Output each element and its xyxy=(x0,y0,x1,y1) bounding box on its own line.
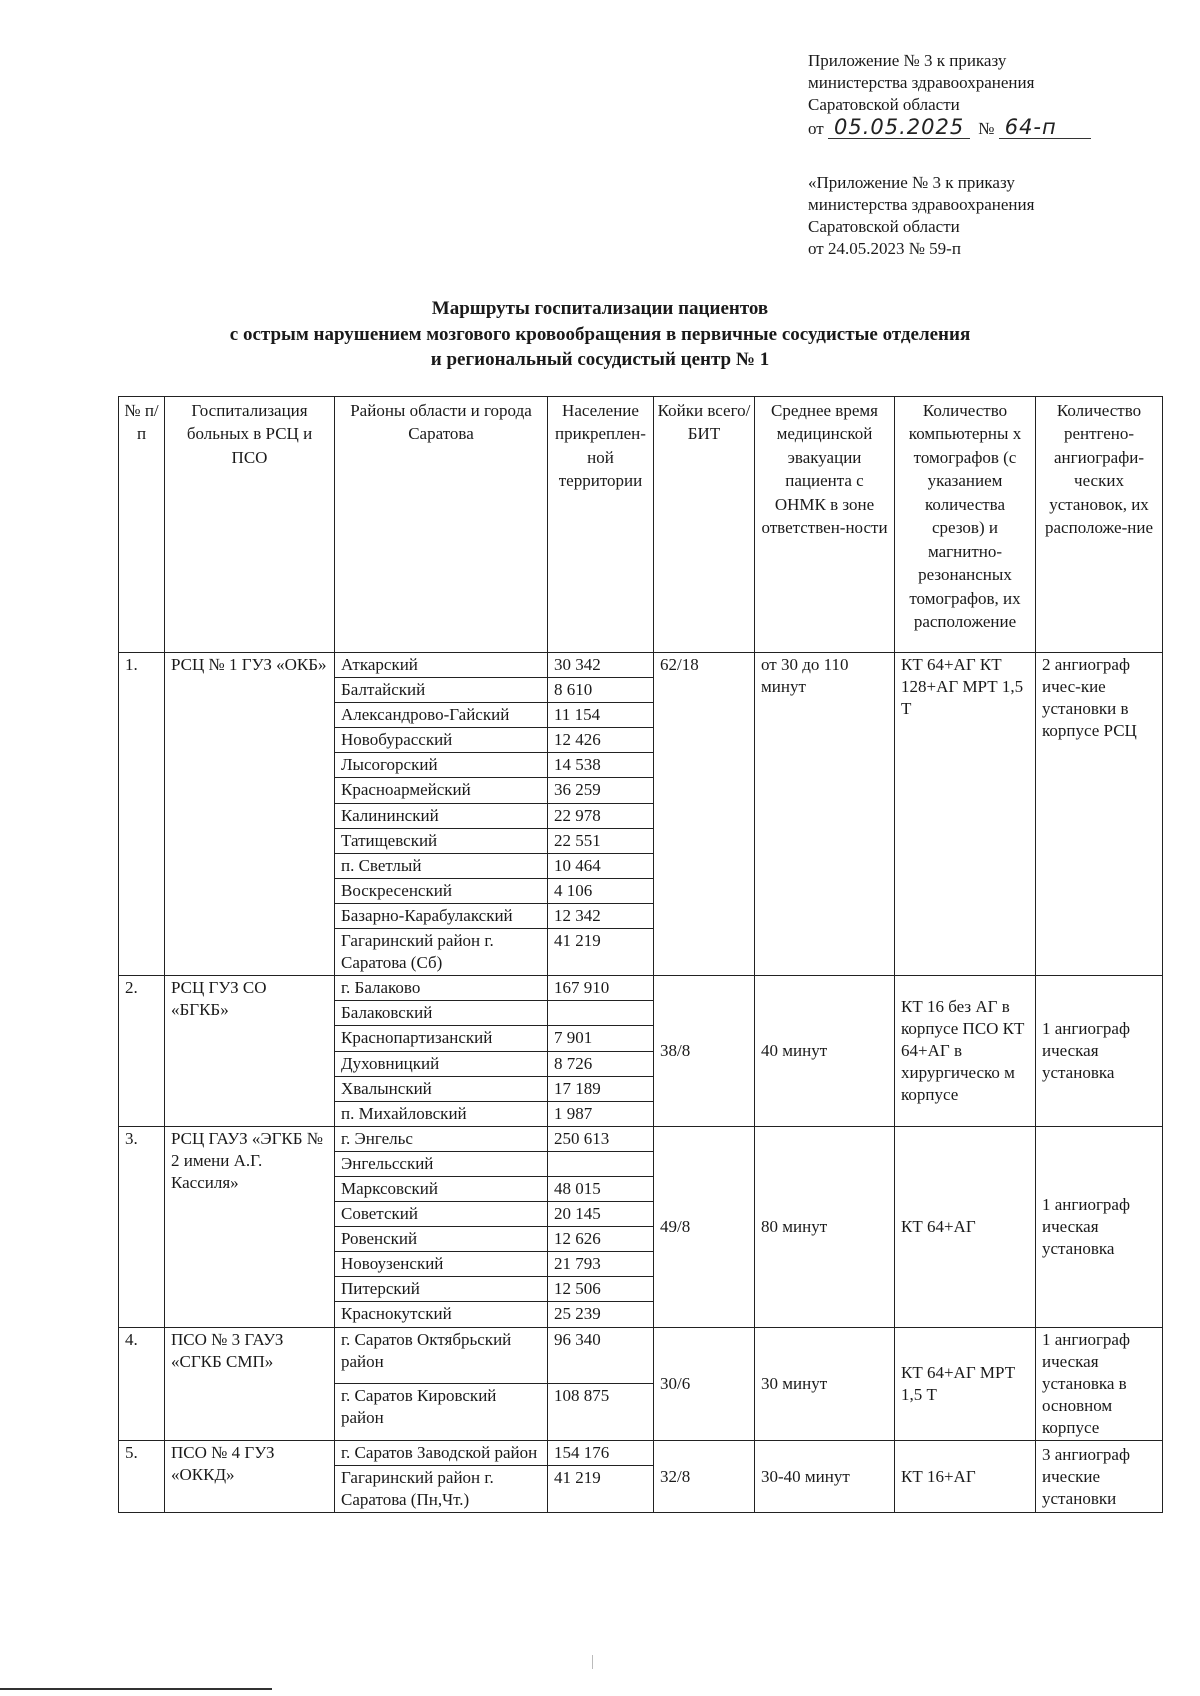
col-header-angiography: Количество рентгено-ангиографи-ческих установок, их расположе-ние xyxy=(1036,397,1163,653)
evacuation-time: от 30 до 110 минут xyxy=(755,653,895,976)
handwritten-date: 05.05.2025 xyxy=(828,116,970,139)
number-label: № xyxy=(978,119,995,139)
population-value: 10 464 xyxy=(548,853,654,878)
population-value: 41 219 xyxy=(548,1466,654,1513)
evacuation-time: 80 минут xyxy=(755,1126,895,1327)
population-value: 14 538 xyxy=(548,753,654,778)
prev-header-line-2: министерства здравоохранения xyxy=(808,195,1035,215)
district-name: п. Светлый xyxy=(335,853,548,878)
population-value: 12 426 xyxy=(548,728,654,753)
district-name: Хвалынский xyxy=(335,1076,548,1101)
col-header-evacuation-time: Среднее время медицинской эвакуации пациента с ОНМК в зоне ответствен-ности xyxy=(755,397,895,653)
district-name: Духовницкий xyxy=(335,1051,548,1076)
document-title xyxy=(100,296,1100,373)
title-line-1: Маршруты госпитализации пациентов xyxy=(431,298,769,319)
population-value: 25 239 xyxy=(548,1302,654,1327)
beds-value: 62/18 xyxy=(654,653,755,976)
evacuation-time: 30 минут xyxy=(755,1327,895,1440)
prev-header-line-3: Саратовской области xyxy=(808,217,960,237)
row-number: 5. xyxy=(119,1441,165,1513)
population-value: 11 154 xyxy=(548,703,654,728)
population-value: 12 506 xyxy=(548,1277,654,1302)
population-value: 20 145 xyxy=(548,1202,654,1227)
beds-value: 32/8 xyxy=(654,1441,755,1513)
angiography-info: 1 ангиограф ическая установка в основном корпусе xyxy=(1036,1327,1163,1440)
district-name: г. Саратов Октябрьский район xyxy=(335,1327,548,1384)
prev-header-line-4: от 24.05.2023 № 59-п xyxy=(808,239,961,259)
district-name: Питерский xyxy=(335,1277,548,1302)
tomographs-info: КТ 64+АГ МРТ 1,5 Т xyxy=(895,1327,1036,1440)
header-line-1: Приложение № 3 к приказу xyxy=(808,51,1007,70)
district-name: г. Саратов Кировский район xyxy=(335,1384,548,1441)
district-name: п. Михайловский xyxy=(335,1101,548,1126)
district-name: Аткарский xyxy=(335,653,548,678)
table-row xyxy=(119,1126,1163,1151)
hospitalization-routes-table xyxy=(118,396,1163,1513)
table-body xyxy=(119,653,1163,1513)
tomographs-info: КТ 64+АГ КТ 128+АГ МРТ 1,5 Т xyxy=(895,653,1036,976)
district-name: Балаковский xyxy=(335,1001,548,1026)
population-value: 17 189 xyxy=(548,1076,654,1101)
row-number: 3. xyxy=(119,1126,165,1327)
district-name: Новоузенский xyxy=(335,1252,548,1277)
evacuation-time: 40 минут xyxy=(755,976,895,1127)
tomographs-info: КТ 16 без АГ в корпусе ПСО КТ 64+АГ в хирургическо м корпусе xyxy=(895,976,1036,1127)
col-header-tomographs: Количество компьютерны х томографов (с указанием количества срезов) и магнитно-резонансных томографов, их расположение xyxy=(895,397,1036,653)
col-header-population: Население прикреплен-ной территории xyxy=(548,397,654,653)
population-value xyxy=(548,1151,654,1176)
table-row xyxy=(119,976,1163,1001)
population-value: 250 613 xyxy=(548,1126,654,1151)
beds-value: 30/6 xyxy=(654,1327,755,1440)
district-name: Балтайский xyxy=(335,678,548,703)
population-value: 36 259 xyxy=(548,778,654,803)
population-value: 48 015 xyxy=(548,1176,654,1201)
population-value: 22 978 xyxy=(548,803,654,828)
table-row xyxy=(119,1441,1163,1466)
district-name: Александрово-Гайский xyxy=(335,703,548,728)
district-name: г. Балаково xyxy=(335,976,548,1001)
population-value: 30 342 xyxy=(548,653,654,678)
hospital-name: ПСО № 4 ГУЗ «ОККД» xyxy=(165,1441,335,1513)
district-name: Гагаринский район г. Саратова (Сб) xyxy=(335,929,548,976)
tomographs-info: КТ 64+АГ xyxy=(895,1126,1036,1327)
population-value: 154 176 xyxy=(548,1441,654,1466)
prev-header-line-1: «Приложение № 3 к приказу xyxy=(808,173,1015,192)
angiography-info: 1 ангиограф ическая установка xyxy=(1036,1126,1163,1327)
header-line-3: Саратовской области xyxy=(808,95,960,115)
district-name: Гагаринский район г. Саратова (Пн,Чт.) xyxy=(335,1466,548,1513)
population-value: 7 901 xyxy=(548,1026,654,1051)
col-header-hospital: Госпитализация больных в РСЦ и ПСО xyxy=(165,397,335,653)
district-name: Советский xyxy=(335,1202,548,1227)
handwritten-number: 64-п xyxy=(999,116,1091,139)
population-value: 108 875 xyxy=(548,1384,654,1441)
district-name: Краснокутский xyxy=(335,1302,548,1327)
district-name: Энгельсский xyxy=(335,1151,548,1176)
population-value: 4 106 xyxy=(548,878,654,903)
district-name: Лысогорский xyxy=(335,753,548,778)
header-date-line xyxy=(808,116,1168,140)
row-number: 2. xyxy=(119,976,165,1127)
population-value: 12 342 xyxy=(548,903,654,928)
angiography-info: 2 ангиограф ичес-кие установки в корпусе РСЦ xyxy=(1036,653,1163,976)
district-name: Татищевский xyxy=(335,828,548,853)
hospital-name: РСЦ ГАУЗ «ЭГКБ № 2 имени А.Г. Кассиля» xyxy=(165,1126,335,1327)
footer-divider xyxy=(0,1688,272,1690)
district-name: Калининский xyxy=(335,803,548,828)
col-header-number: № п/п xyxy=(119,397,165,653)
district-name: Марксовский xyxy=(335,1176,548,1201)
previous-order-reference xyxy=(808,172,1168,260)
district-name: г. Саратов Заводской район xyxy=(335,1441,548,1466)
table-row xyxy=(119,1327,1163,1384)
beds-value: 38/8 xyxy=(654,976,755,1127)
population-value xyxy=(548,1001,654,1026)
page-mark xyxy=(592,1655,593,1669)
table-header-row xyxy=(119,397,1163,653)
population-value: 22 551 xyxy=(548,828,654,853)
table-row xyxy=(119,653,1163,678)
district-name: Базарно-Карабулакский xyxy=(335,903,548,928)
district-name: Краснопартизанский xyxy=(335,1026,548,1051)
col-header-districts: Районы области и города Саратова xyxy=(335,397,548,653)
from-label: от xyxy=(808,119,824,139)
title-line-3: и региональный сосудистый центр № 1 xyxy=(430,349,770,371)
hospital-name: РСЦ ГУЗ СО «БГКБ» xyxy=(165,976,335,1127)
order-reference xyxy=(808,50,1168,140)
tomographs-info: КТ 16+АГ xyxy=(895,1441,1036,1513)
population-value: 12 626 xyxy=(548,1227,654,1252)
col-header-beds: Койки всего/ БИТ xyxy=(654,397,755,653)
population-value: 167 910 xyxy=(548,976,654,1001)
population-value: 8 610 xyxy=(548,678,654,703)
district-name: Воскресенский xyxy=(335,878,548,903)
population-value: 21 793 xyxy=(548,1252,654,1277)
population-value: 1 987 xyxy=(548,1101,654,1126)
population-value: 96 340 xyxy=(548,1327,654,1384)
evacuation-time: 30-40 минут xyxy=(755,1441,895,1513)
angiography-info: 3 ангиограф ические установки xyxy=(1036,1441,1163,1513)
header-line-2: министерства здравоохранения xyxy=(808,73,1035,93)
population-value: 8 726 xyxy=(548,1051,654,1076)
title-line-2: с острым нарушением мозгового кровообращения в первичные сосудистые отделения xyxy=(229,323,971,345)
district-name: Новобурасский xyxy=(335,728,548,753)
row-number: 1. xyxy=(119,653,165,976)
district-name: г. Энгельс xyxy=(335,1126,548,1151)
angiography-info: 1 ангиограф ическая установка xyxy=(1036,976,1163,1127)
row-number: 4. xyxy=(119,1327,165,1440)
population-value: 41 219 xyxy=(548,929,654,976)
hospital-name: ПСО № 3 ГАУЗ «СГКБ СМП» xyxy=(165,1327,335,1440)
beds-value: 49/8 xyxy=(654,1126,755,1327)
hospital-name: РСЦ № 1 ГУЗ «ОКБ» xyxy=(165,653,335,976)
district-name: Красноармейский xyxy=(335,778,548,803)
district-name: Ровенский xyxy=(335,1227,548,1252)
